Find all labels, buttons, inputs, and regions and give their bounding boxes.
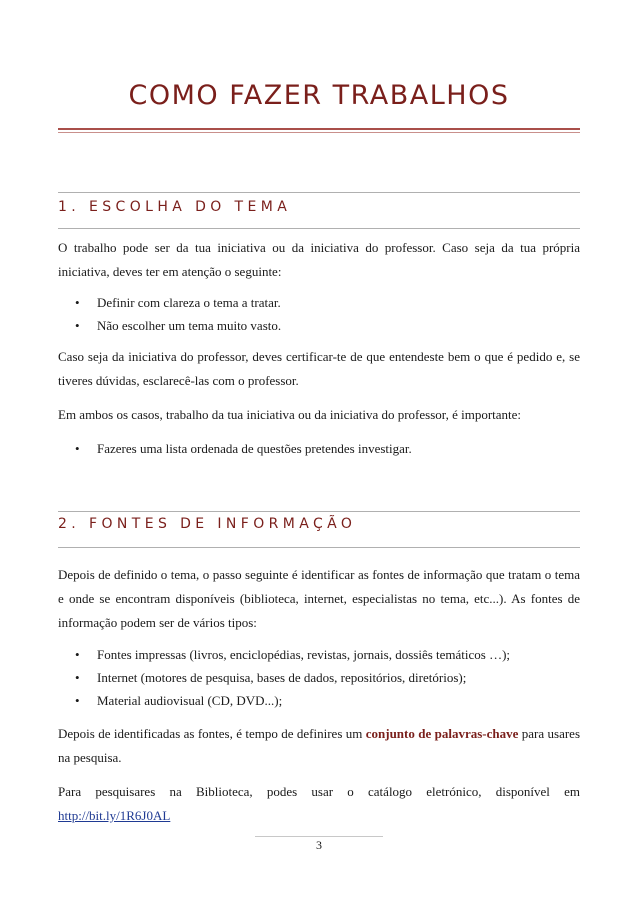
list-item (58, 314, 580, 337)
section-1-bottom-rule (58, 228, 580, 229)
section-2-paragraph-2 (58, 722, 580, 770)
page-title: COMO FAZER TRABALHOS (128, 80, 510, 111)
list-item-text: Fontes impressas (livros, enciclopédias, revistas, jornais, dossiês temáticos …); (97, 647, 511, 662)
title-underline-thin (58, 132, 580, 133)
bullet-icon: • (75, 670, 80, 685)
list-item-text: Não escolher um tema muito vasto. (97, 318, 282, 333)
list-item (58, 291, 580, 314)
section-1-paragraph-1: O trabalho pode ser da tua iniciativa ou da iniciativa do professor. Caso seja da tua própria iniciativa, deves ter em atenção o seguinte: (58, 240, 580, 279)
catalog-link[interactable]: http://bit.ly/1R6J0AL (58, 808, 171, 823)
bullet-icon: • (75, 318, 80, 333)
bullet-icon: • (75, 693, 80, 708)
page-number: 3 (316, 838, 322, 852)
list-item-text: Material audiovisual (CD, DVD...); (97, 693, 283, 708)
section-1-heading: 1. ESCOLHA DO TEMA (58, 199, 292, 215)
section-2-bottom-rule (58, 547, 580, 548)
keyword-highlight: conjunto de palavras-chave (365, 726, 519, 741)
section-2-heading: 2. FONTES DE INFORMAÇÃO (58, 516, 357, 532)
title-underline-thick (58, 128, 580, 130)
list-item (58, 689, 580, 712)
section-2-paragraph-3: Para pesquisares na Biblioteca, podes usar o catálogo eletrónico, disponível em (58, 784, 580, 799)
list-item-text: Definir com clareza o tema a tratar. (97, 295, 281, 310)
paragraph-text: Depois de identificadas as fontes, é tempo de definires um (58, 726, 366, 741)
list-item (58, 437, 580, 460)
paragraph-text: para usares na pesquisa. (58, 726, 580, 765)
section-1-paragraph-2: Caso seja da iniciativa do professor, deves certificar-te de que entendeste bem o que é pedido e, se tiveres dúvidas, esclarecê-las com o professor. (58, 349, 580, 388)
bullet-icon: • (75, 647, 80, 662)
section-1-paragraph-3: Em ambos os casos, trabalho da tua iniciativa ou da iniciativa do professor, é importante: (58, 407, 522, 422)
section-2-paragraph-1: Depois de definido o tema, o passo seguinte é identificar as fontes de informação que tratam o tema e onde se encontram disponíveis (biblioteca, internet, especialistas no tema, etc...). As fontes de informação podem ser de vários tipos: (58, 567, 580, 630)
list-item (58, 666, 580, 689)
list-item-text: Internet (motores de pesquisa, bases de dados, repositórios, diretórios); (97, 670, 467, 685)
section-1-top-rule (58, 192, 580, 193)
section-1-bullet-list-b (58, 437, 580, 460)
list-item-text: Fazeres uma lista ordenada de questões pretendes investigar. (97, 441, 412, 456)
section-1-bullet-list-a (58, 291, 580, 337)
list-item (58, 643, 580, 666)
section-2-bullet-list (58, 643, 580, 712)
section-2-link-line (58, 804, 580, 828)
section-2-top-rule (58, 511, 580, 512)
bullet-icon: • (75, 441, 80, 456)
bullet-icon: • (75, 295, 80, 310)
footer-rule (255, 836, 383, 837)
